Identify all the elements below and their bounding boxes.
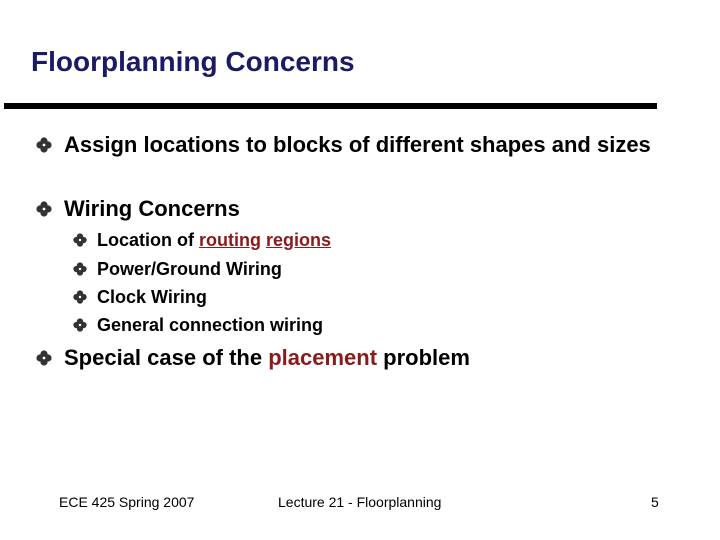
placement-highlight: placement [268,345,378,370]
footer-lecture: Lecture 21 - Floorplanning [278,494,442,510]
clover-bullet-icon [73,226,87,254]
bullet-text [64,343,664,372]
clover-bullet-icon [36,130,52,159]
regions-link[interactable]: regions [266,230,332,250]
sub-bullet-text [97,226,331,254]
bullet-text: Assign locations to blocks of different shapes and sizes [64,132,651,157]
bullet-suffix: problem [377,345,470,370]
sub-bullet-text: Clock Wiring [97,287,207,307]
sub-bullet-text: Power/Ground Wiring [97,259,282,279]
sub-bullet-prefix: Location of [97,230,199,250]
sub-bullet-text: General connection wiring [97,315,324,335]
bullet-prefix: Special case of the [64,345,269,370]
bullet-text: Wiring Concerns [64,196,240,221]
slide-title: Floorplanning Concerns [31,46,355,77]
clover-bullet-icon [36,194,52,223]
bullet-assign-locations [36,130,664,159]
clover-bullet-icon [73,255,87,283]
routing-link[interactable]: routing [199,230,261,250]
clover-bullet-icon [73,311,87,339]
title-divider [4,103,657,109]
sub-bullet-general-connection [73,311,323,339]
footer-page-number: 5 [651,494,659,510]
clover-bullet-icon [73,283,87,311]
footer-course: ECE 425 Spring 2007 [59,494,195,510]
sub-bullet-power-ground [73,255,282,283]
sub-bullet-routing-regions [73,226,331,254]
bullet-wiring-concerns [36,194,664,223]
clover-bullet-icon [36,343,52,372]
sub-bullet-clock-wiring [73,283,207,311]
bullet-special-case [36,343,664,372]
